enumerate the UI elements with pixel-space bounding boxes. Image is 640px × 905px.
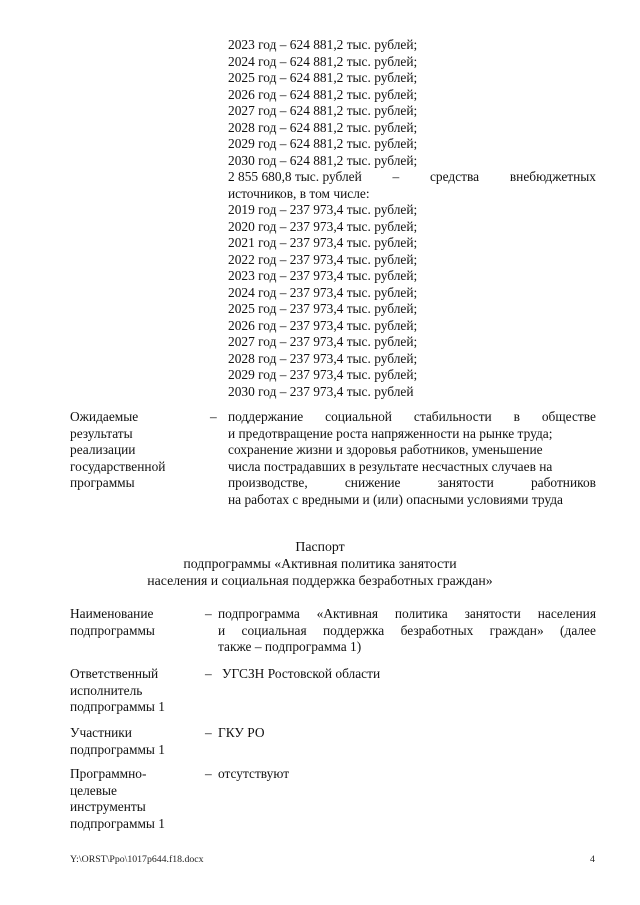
financing-year-line: 2028 год – 624 881,2 тыс. рублей; xyxy=(228,119,418,135)
extrabudget-year-line: 2019 год – 237 973,4 тыс. рублей; xyxy=(228,202,418,217)
expected-results-text-line-word: производстве, xyxy=(228,475,308,490)
extrabudget-line xyxy=(228,169,596,186)
financing-year-line: 2026 год – 624 881,2 тыс. рублей; xyxy=(228,86,418,102)
financing-year-line: 2023 год – 624 881,2 тыс. рублей; xyxy=(228,37,418,52)
passport-row-dash: – xyxy=(205,725,212,740)
expected-results-label: Ожидаемые xyxy=(70,409,139,424)
extrabudget-year-line: 2020 год – 237 973,4 тыс. рублей; xyxy=(228,218,418,234)
passport-heading-line3: населения и социальная поддержка безработных граждан» xyxy=(147,573,493,588)
extrabudget-year-line: 2025 год – 237 973,4 тыс. рублей; xyxy=(228,301,418,316)
passport-row-label: целевые xyxy=(70,782,117,798)
extrabudget-year-line: 2021 год – 237 973,4 тыс. рублей; xyxy=(228,235,418,250)
passport-row-dash: – xyxy=(205,606,212,621)
expected-results-label: государственной xyxy=(70,458,166,474)
passport-row-label: инструменты xyxy=(70,799,146,814)
extrabudget-year-line: 2026 год – 237 973,4 тыс. рублей; xyxy=(228,317,418,333)
page-number: 4 xyxy=(590,854,595,865)
passport-row-text-line-word: граждан» xyxy=(489,622,544,638)
extrabudget-year-line: 2022 год – 237 973,4 тыс. рублей; xyxy=(228,251,418,267)
expected-results-label: реализации xyxy=(70,442,136,457)
passport-row-text-line: ГКУ РО xyxy=(218,725,265,740)
passport-row-label: подпрограммы 1 xyxy=(70,741,165,757)
expected-results-text-line: сохранение жизни и здоровья работников, уменьшение xyxy=(228,442,543,457)
passport-row-text-line-word: безработных xyxy=(400,622,474,638)
financing-year-line: 2025 год – 624 881,2 тыс. рублей; xyxy=(228,70,418,85)
passport-row-text-line xyxy=(218,623,596,640)
extrabudget-line-word: внебюджетных xyxy=(509,169,596,184)
passport-row-text-line: также – подпрограмма 1) xyxy=(218,639,362,654)
extrabudget-sources-line: источников, в том числе: xyxy=(228,185,370,201)
expected-results-dash: – xyxy=(210,409,217,424)
expected-results-text-line-word: снижение xyxy=(344,475,401,490)
passport-row-label: подпрограммы 1 xyxy=(70,815,165,831)
passport-row-text-line-word: «Активная xyxy=(316,606,378,621)
passport-row-text-line: УГСЗН Ростовской области xyxy=(222,666,381,681)
passport-row-text-line-word: поддержка xyxy=(322,622,385,638)
passport-row-label: Наименование xyxy=(70,606,154,621)
passport-row-label: подпрограммы xyxy=(70,622,155,638)
passport-row-text-line-word: занятости xyxy=(464,606,521,621)
passport-row-text-line-word: и xyxy=(218,622,226,638)
extrabudget-year-line: 2029 год – 237 973,4 тыс. рублей; xyxy=(228,367,418,382)
passport-row-text-line xyxy=(218,606,596,623)
passport-row-text-line-word: (далее xyxy=(560,622,596,638)
financing-year-line: 2030 год – 624 881,2 тыс. рублей; xyxy=(228,152,418,168)
expected-results-text-line-word: стабильности xyxy=(413,409,492,424)
expected-results-text-line-word: обществе xyxy=(541,409,596,424)
passport-row-text-line-word: социальная xyxy=(241,622,307,638)
passport-row-label: подпрограммы 1 xyxy=(70,699,165,714)
extrabudget-year-line: 2030 год – 237 973,4 тыс. рублей xyxy=(228,383,414,399)
extrabudget-line-word: – xyxy=(392,169,400,184)
expected-results-text-line-word: поддержание xyxy=(228,409,304,424)
passport-row-label: Программно- xyxy=(70,766,147,781)
passport-row-label: Ответственный xyxy=(70,666,159,681)
financing-year-line: 2024 год – 624 881,2 тыс. рублей; xyxy=(228,53,418,69)
expected-results-label: программы xyxy=(70,475,135,490)
expected-results-text-line-word: социальной xyxy=(325,409,392,424)
footer-file-path: Y:\ORST\Ppo\1017p644.f18.docx xyxy=(70,854,204,865)
extrabudget-year-line: 2024 год – 237 973,4 тыс. рублей; xyxy=(228,284,418,300)
financing-year-line: 2029 год – 624 881,2 тыс. рублей; xyxy=(228,136,418,151)
expected-results-text-line-word: работников xyxy=(530,475,596,490)
expected-results-text-line-word: в xyxy=(513,409,520,424)
passport-row-text-line: отсутствуют xyxy=(218,766,290,781)
passport-row-text-line-word: политика xyxy=(394,606,448,621)
passport-row-text-line-word: населения xyxy=(537,606,596,621)
expected-results-label: результаты xyxy=(70,425,133,441)
extrabudget-line-word: 2 855 680,8 тыс. рублей xyxy=(228,169,362,184)
passport-heading-line2: подпрограммы «Активная политика занятости xyxy=(183,556,457,571)
extrabudget-year-line: 2027 год – 237 973,4 тыс. рублей; xyxy=(228,334,418,349)
expected-results-text-line: на работах с вредными и (или) опасными условиями труда xyxy=(228,491,563,507)
expected-results-text-line-word: занятости xyxy=(437,475,494,490)
extrabudget-year-line: 2023 год – 237 973,4 тыс. рублей; xyxy=(228,268,418,283)
passport-row-dash: – xyxy=(205,766,212,781)
expected-results-text-line xyxy=(228,475,596,492)
expected-results-text-line xyxy=(228,409,596,426)
passport-row-label: исполнитель xyxy=(70,682,143,698)
financing-year-line: 2027 год – 624 881,2 тыс. рублей; xyxy=(228,103,418,118)
passport-row-text-line-word: подпрограмма xyxy=(218,606,300,621)
extrabudget-year-line: 2028 год – 237 973,4 тыс. рублей; xyxy=(228,350,418,366)
passport-heading-line1: Паспорт xyxy=(295,539,345,554)
extrabudget-line-word: средства xyxy=(429,169,480,184)
passport-row-dash: – xyxy=(205,666,212,681)
expected-results-text-line: числа пострадавших в результате несчастных случаев на xyxy=(228,458,553,474)
expected-results-text-line: и предотвращение роста напряженности на рынке труда; xyxy=(228,425,553,441)
passport-row-label: Участники xyxy=(70,725,132,740)
